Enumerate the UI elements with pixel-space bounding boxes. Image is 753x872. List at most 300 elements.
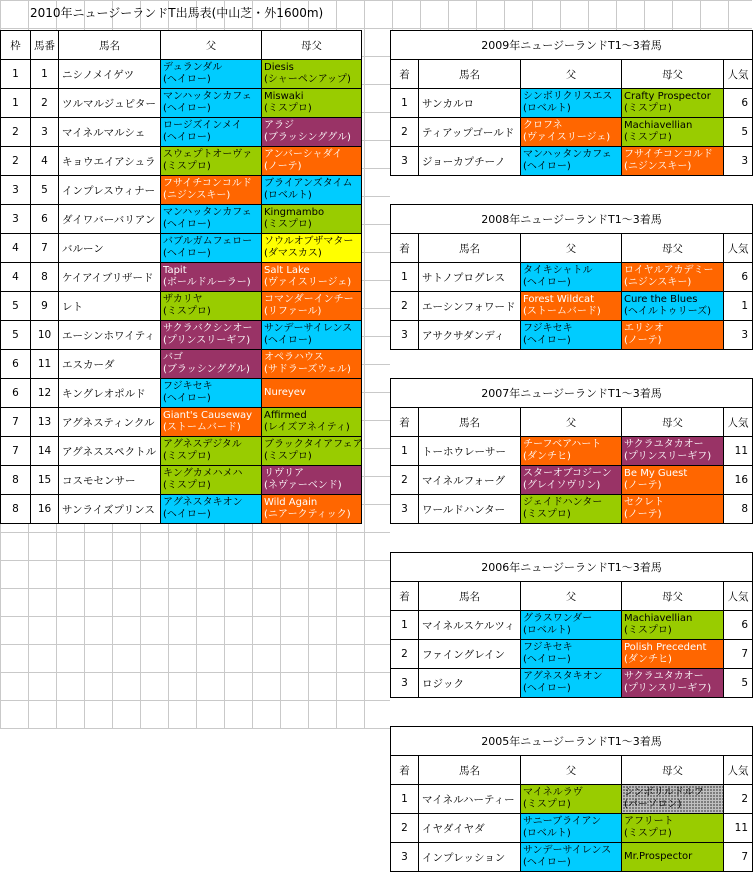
broodmare-sire-cell[interactable] (262, 466, 362, 495)
broodmare-sire-cell[interactable] (262, 263, 362, 292)
broodmare-sire-cell-lineage: (ノーテ) (624, 335, 662, 346)
broodmare-sire-cell-lineage: (ブラッシンググル) (264, 132, 351, 143)
result-row (391, 785, 753, 814)
broodmare-sire-cell-name: Crafty Prospector (624, 91, 711, 102)
waku-cell[interactable]: 4 (1, 263, 31, 292)
sire-cell-lineage: (ミスプロ) (163, 451, 211, 462)
section-header-row (391, 60, 753, 89)
horse-name-cell[interactable]: ファイングレイン (419, 640, 521, 669)
broodmare-sire-cell[interactable] (622, 292, 724, 321)
result-row (391, 437, 753, 466)
broodmare-sire-cell[interactable] (622, 785, 724, 814)
header-cell[interactable]: 母父 (622, 234, 724, 263)
sire-cell-name: マンハッタンカフェ (523, 149, 612, 160)
entry-row (1, 408, 362, 437)
spacer-row (391, 350, 753, 379)
sire-cell-lineage: (グレイソヴリン) (523, 480, 601, 491)
broodmare-sire-cell-name: Wild Again (264, 497, 318, 508)
popularity-cell[interactable]: 5 (724, 669, 753, 698)
broodmare-sire-cell[interactable] (262, 408, 362, 437)
broodmare-sire-cell-name: Machiavellian (624, 613, 693, 624)
finish-position-cell[interactable]: 3 (391, 669, 419, 698)
result-row (391, 611, 753, 640)
broodmare-sire-cell[interactable] (262, 292, 362, 321)
finish-position-cell[interactable]: 3 (391, 147, 419, 176)
horse-name-cell[interactable]: バルーン (59, 234, 161, 263)
header-cell[interactable]: 母父 (262, 31, 362, 60)
header-cell[interactable]: 馬名 (419, 60, 521, 89)
entry-row (1, 437, 362, 466)
finish-position-cell[interactable]: 3 (391, 843, 419, 872)
section-title[interactable]: 2009年ニュージーランドT1～3着馬 (391, 31, 753, 60)
sire-cell-lineage: (ヘイロー) (163, 219, 211, 230)
sire-cell[interactable] (521, 669, 622, 698)
sire-cell-name: グラスワンダー (523, 613, 593, 624)
broodmare-sire-cell-name: アフリート (624, 816, 674, 827)
spacer-row (391, 698, 753, 727)
sire-cell-name: サクラバクシンオー (163, 323, 253, 334)
popularity-cell[interactable]: 6 (724, 263, 753, 292)
broodmare-sire-cell-name: セクレト (624, 497, 664, 508)
popularity-cell[interactable]: 7 (724, 843, 753, 872)
waku-cell[interactable]: 6 (1, 350, 31, 379)
past-results-table (390, 30, 753, 872)
horse-name-cell[interactable]: ジョーカプチーノ (419, 147, 521, 176)
entry-row (1, 60, 362, 89)
broodmare-sire-cell-lineage: (パーソロン) (624, 799, 682, 810)
finish-position-cell[interactable]: 1 (391, 611, 419, 640)
sire-cell-name: フジキセキ (523, 323, 573, 334)
result-row (391, 843, 753, 872)
broodmare-sire-cell[interactable] (262, 437, 362, 466)
header-cell[interactable]: 人気 (724, 408, 753, 437)
popularity-cell[interactable]: 5 (724, 118, 753, 147)
broodmare-sire-cell[interactable] (622, 611, 724, 640)
horse-name-cell[interactable]: イヤダイヤダ (419, 814, 521, 843)
sire-cell-lineage: (ヘイロー) (163, 132, 211, 143)
horse-name-cell[interactable]: キングレオポルド (59, 379, 161, 408)
horse-name-cell[interactable]: サンカルロ (419, 89, 521, 118)
header-cell[interactable]: 父 (521, 408, 622, 437)
horse-number-cell[interactable]: 5 (31, 176, 59, 205)
finish-position-cell[interactable]: 3 (391, 321, 419, 350)
sire-cell[interactable] (521, 611, 622, 640)
header-cell[interactable]: 着 (391, 60, 419, 89)
finish-position-cell[interactable]: 2 (391, 118, 419, 147)
horse-number-cell[interactable]: 4 (31, 147, 59, 176)
broodmare-sire-cell[interactable] (262, 234, 362, 263)
header-cell[interactable]: 馬名 (419, 582, 521, 611)
waku-cell[interactable]: 3 (1, 176, 31, 205)
entry-row (1, 379, 362, 408)
horse-number-cell[interactable]: 12 (31, 379, 59, 408)
waku-cell[interactable]: 8 (1, 466, 31, 495)
section-title[interactable]: 2008年ニュージーランドT1～3着馬 (391, 205, 753, 234)
waku-cell[interactable]: 1 (1, 89, 31, 118)
header-cell[interactable]: 枠 (1, 31, 31, 60)
sire-cell[interactable] (161, 263, 262, 292)
header-cell[interactable]: 人気 (724, 60, 753, 89)
sire-cell[interactable] (161, 495, 262, 524)
sire-cell[interactable] (161, 89, 262, 118)
sire-cell-lineage: (ストームバード) (163, 422, 241, 433)
broodmare-sire-cell[interactable] (622, 263, 724, 292)
broodmare-sire-cell-name: フサイチコンコルド (624, 149, 713, 160)
horse-name-cell[interactable]: マイネルマルシェ (59, 118, 161, 147)
result-row (391, 89, 753, 118)
horse-number-cell[interactable]: 15 (31, 466, 59, 495)
sire-cell[interactable] (161, 234, 262, 263)
popularity-cell[interactable]: 6 (724, 611, 753, 640)
sire-cell-name: バブルガムフェロー (163, 236, 253, 247)
broodmare-sire-cell-name: コマンダーインチー (264, 294, 354, 305)
horse-name-cell[interactable]: トーホウレーサー (419, 437, 521, 466)
section-header-row (391, 408, 753, 437)
broodmare-sire-cell-lineage: (ニアークティック) (264, 509, 351, 520)
horse-number-cell[interactable]: 11 (31, 350, 59, 379)
broodmare-sire-cell[interactable] (262, 495, 362, 524)
section-title[interactable]: 2006年ニュージーランドT1～3着馬 (391, 553, 753, 582)
waku-cell[interactable]: 5 (1, 321, 31, 350)
sire-cell-name: フジキセキ (523, 642, 573, 653)
finish-position-cell[interactable]: 1 (391, 437, 419, 466)
broodmare-sire-cell[interactable] (262, 176, 362, 205)
entry-table (0, 30, 362, 524)
sire-cell[interactable] (161, 60, 262, 89)
result-row (391, 640, 753, 669)
horse-number-cell[interactable]: 10 (31, 321, 59, 350)
horse-number-cell[interactable]: 14 (31, 437, 59, 466)
sire-cell[interactable] (161, 350, 262, 379)
horse-number-cell[interactable]: 9 (31, 292, 59, 321)
broodmare-sire-cell[interactable] (262, 118, 362, 147)
broodmare-sire-cell-lineage: (ミスプロ) (264, 103, 312, 114)
entry-row (1, 147, 362, 176)
broodmare-sire-cell-lineage: (リファール) (264, 306, 322, 317)
section-title[interactable]: 2007年ニュージーランドT1～3着馬 (391, 379, 753, 408)
horse-name-cell[interactable]: ティアップゴールド (419, 118, 521, 147)
broodmare-sire-cell[interactable] (622, 466, 724, 495)
waku-cell[interactable]: 2 (1, 118, 31, 147)
waku-cell[interactable]: 4 (1, 234, 31, 263)
horse-number-cell[interactable]: 13 (31, 408, 59, 437)
broodmare-sire-cell[interactable] (262, 89, 362, 118)
sire-cell-lineage: (ダンチヒ) (523, 451, 571, 462)
header-cell[interactable]: 人気 (724, 234, 753, 263)
broodmare-sire-cell[interactable] (622, 640, 724, 669)
popularity-cell[interactable]: 1 (724, 292, 753, 321)
sire-cell[interactable] (521, 263, 622, 292)
waku-cell[interactable]: 6 (1, 379, 31, 408)
broodmare-sire-cell[interactable] (622, 495, 724, 524)
popularity-cell[interactable]: 11 (724, 437, 753, 466)
broodmare-sire-cell[interactable] (262, 321, 362, 350)
broodmare-sire-cell-name: サクラユタカオー (624, 439, 704, 450)
broodmare-sire-cell[interactable] (622, 437, 724, 466)
sire-cell[interactable] (521, 89, 622, 118)
horse-name-cell[interactable]: マイネルハーティー (419, 785, 521, 814)
header-cell[interactable]: 着 (391, 582, 419, 611)
spacer-row (391, 176, 753, 205)
finish-position-cell[interactable]: 3 (391, 495, 419, 524)
broodmare-sire-cell-lineage: (ダンチヒ) (624, 654, 672, 665)
broodmare-sire-cell[interactable] (622, 814, 724, 843)
broodmare-sire-cell-name: ロイヤルアカデミー (624, 265, 714, 276)
section-header-row (391, 234, 753, 263)
horse-name-cell[interactable]: レト (59, 292, 161, 321)
horse-name-cell[interactable]: ワールドハンター (419, 495, 521, 524)
waku-cell[interactable]: 7 (1, 437, 31, 466)
horse-name-cell[interactable]: インプレッション (419, 843, 521, 872)
result-row (391, 292, 753, 321)
header-cell[interactable]: 母父 (622, 582, 724, 611)
broodmare-sire-cell[interactable] (622, 118, 724, 147)
sire-cell-name: シンボリクリスエス (523, 91, 613, 102)
sire-cell[interactable] (161, 408, 262, 437)
sire-cell-name: アグネスタキオン (523, 671, 603, 682)
sire-cell[interactable] (521, 321, 622, 350)
popularity-cell[interactable]: 7 (724, 640, 753, 669)
sire-cell[interactable] (161, 147, 262, 176)
header-cell[interactable]: 馬番 (31, 31, 59, 60)
popularity-cell[interactable]: 3 (724, 147, 753, 176)
broodmare-sire-cell[interactable] (622, 147, 724, 176)
sire-cell-name: アグネスタキオン (163, 497, 243, 508)
horse-number-cell[interactable]: 16 (31, 495, 59, 524)
waku-cell[interactable]: 8 (1, 495, 31, 524)
horse-name-cell[interactable]: ツルマルジュピター (59, 89, 161, 118)
sire-cell-name: フサイチコンコルド (163, 178, 252, 189)
section-title-row (391, 31, 753, 60)
sire-cell-lineage: (ヘイロー) (163, 248, 211, 259)
broodmare-sire-cell-lineage: (プリンスリーギフ) (624, 683, 712, 694)
entry-row (1, 118, 362, 147)
sire-cell-lineage: (ストームバード) (523, 306, 601, 317)
sire-cell[interactable] (521, 466, 622, 495)
header-cell[interactable]: 父 (521, 756, 622, 785)
sire-cell-lineage: (ミスプロ) (523, 509, 571, 520)
horse-name-cell[interactable]: エスカーダ (59, 350, 161, 379)
header-cell[interactable]: 母父 (622, 756, 724, 785)
sire-cell-name: サニーブライアン (523, 816, 602, 827)
broodmare-sire-cell-name: Mr.Prospector (624, 851, 693, 862)
broodmare-sire-cell[interactable] (622, 669, 724, 698)
sire-cell-lineage: (プリンスリーギフ) (163, 335, 251, 346)
sire-cell-lineage: (ヘイロー) (523, 683, 571, 694)
broodmare-sire-cell-lineage: (ミスプロ) (624, 828, 672, 839)
popularity-cell[interactable]: 16 (724, 466, 753, 495)
entry-row (1, 466, 362, 495)
horse-number-cell[interactable]: 1 (31, 60, 59, 89)
horse-number-cell[interactable]: 7 (31, 234, 59, 263)
header-cell[interactable]: 着 (391, 756, 419, 785)
broodmare-sire-cell-lineage: (プリンスリーギフ) (624, 451, 712, 462)
popularity-cell[interactable]: 8 (724, 495, 753, 524)
waku-cell[interactable]: 3 (1, 205, 31, 234)
horse-name-cell[interactable]: エーシンフォワード (419, 292, 521, 321)
sire-cell[interactable] (161, 176, 262, 205)
broodmare-sire-cell[interactable] (622, 321, 724, 350)
broodmare-sire-cell-name: サンデーサイレンス (264, 323, 353, 334)
entry-row (1, 205, 362, 234)
header-cell[interactable]: 父 (161, 31, 262, 60)
sire-cell-lineage: (ヘイロー) (163, 74, 211, 85)
header-cell[interactable]: 人気 (724, 582, 753, 611)
broodmare-sire-cell[interactable] (622, 89, 724, 118)
sire-cell[interactable] (521, 437, 622, 466)
section-title-row (391, 727, 753, 756)
header-cell[interactable]: 馬名 (59, 31, 161, 60)
horse-name-cell[interactable]: サンライズプリンス (59, 495, 161, 524)
broodmare-sire-cell-name: Miswaki (264, 91, 304, 102)
horse-name-cell[interactable]: ロジック (419, 669, 521, 698)
sire-cell-lineage: (ミスプロ) (523, 799, 571, 810)
sire-cell-lineage: (ヘイロー) (523, 277, 571, 288)
result-row (391, 118, 753, 147)
horse-number-cell[interactable]: 2 (31, 89, 59, 118)
entry-row (1, 176, 362, 205)
sire-cell-lineage: (ニジンスキー) (163, 190, 231, 201)
broodmare-sire-cell[interactable] (262, 60, 362, 89)
broodmare-sire-cell[interactable] (262, 205, 362, 234)
sire-cell[interactable] (161, 321, 262, 350)
broodmare-sire-cell-name: Polish Precedent (624, 642, 707, 653)
entry-row (1, 292, 362, 321)
header-cell[interactable]: 馬名 (419, 408, 521, 437)
broodmare-sire-cell[interactable] (262, 350, 362, 379)
sheet-title: 2010年ニュージーランドT出馬表(中山芝・外1600m) (30, 6, 324, 20)
sire-cell-lineage: (ボールドルーラー) (163, 277, 251, 288)
sire-cell[interactable] (161, 379, 262, 408)
waku-cell[interactable]: 5 (1, 292, 31, 321)
broodmare-sire-cell-lineage: (ノーテ) (264, 161, 302, 172)
sire-cell[interactable] (521, 292, 622, 321)
popularity-cell[interactable]: 6 (724, 89, 753, 118)
waku-cell[interactable]: 2 (1, 147, 31, 176)
broodmare-sire-cell[interactable] (622, 843, 724, 872)
waku-cell[interactable]: 7 (1, 408, 31, 437)
broodmare-sire-cell-lineage: (ヘイルトゥリーズ) (624, 306, 712, 317)
finish-position-cell[interactable]: 1 (391, 89, 419, 118)
horse-name-cell[interactable]: ダイワバーバリアン (59, 205, 161, 234)
header-cell[interactable]: 馬名 (419, 234, 521, 263)
sire-cell-name: バゴ (163, 352, 183, 363)
sire-cell-name: チーフベアハート (523, 439, 602, 450)
horse-number-cell[interactable]: 3 (31, 118, 59, 147)
header-cell[interactable]: 母父 (622, 408, 724, 437)
spacer-cell (391, 350, 753, 379)
sire-cell-name: スウェプトオーヴァ (163, 149, 253, 160)
finish-position-cell[interactable]: 2 (391, 640, 419, 669)
horse-name-cell[interactable]: マイネルフォーグ (419, 466, 521, 495)
broodmare-sire-cell-name: Kingmambo (264, 207, 325, 218)
entry-row (1, 350, 362, 379)
broodmare-sire-cell-lineage: (ロベルト) (264, 190, 312, 201)
sire-cell[interactable] (521, 495, 622, 524)
section-header-row (391, 756, 753, 785)
section-title[interactable]: 2005年ニュージーランドT1～3着馬 (391, 727, 753, 756)
sire-cell[interactable] (521, 147, 622, 176)
broodmare-sire-cell-name: サクラユタカオー (624, 671, 704, 682)
result-row (391, 466, 753, 495)
popularity-cell[interactable]: 2 (724, 785, 753, 814)
sire-cell-name: タイキシャトル (523, 265, 593, 276)
sire-cell-lineage: (ロベルト) (523, 103, 571, 114)
horse-name-cell[interactable]: インプレスウィナー (59, 176, 161, 205)
sire-cell[interactable] (161, 437, 262, 466)
horse-number-cell[interactable]: 6 (31, 205, 59, 234)
broodmare-sire-cell-lineage: (ニジンスキー) (624, 161, 692, 172)
finish-position-cell[interactable]: 2 (391, 292, 419, 321)
horse-name-cell[interactable]: マイネルスケルツィ (419, 611, 521, 640)
header-cell[interactable]: 着 (391, 408, 419, 437)
header-cell[interactable]: 父 (521, 60, 622, 89)
header-cell[interactable]: 父 (521, 234, 622, 263)
broodmare-sire-cell-name: オペラハウス (264, 352, 324, 363)
section-title-row (391, 205, 753, 234)
entry-row (1, 89, 362, 118)
sire-cell[interactable] (521, 814, 622, 843)
finish-position-cell[interactable]: 1 (391, 785, 419, 814)
finish-position-cell[interactable]: 1 (391, 263, 419, 292)
horse-name-cell[interactable]: コスモセンサー (59, 466, 161, 495)
finish-position-cell[interactable]: 2 (391, 466, 419, 495)
horse-name-cell[interactable]: キョウエイアシュラ (59, 147, 161, 176)
horse-name-cell[interactable]: サトノプログレス (419, 263, 521, 292)
horse-number-cell[interactable]: 8 (31, 263, 59, 292)
header-cell[interactable]: 母父 (622, 60, 724, 89)
popularity-cell[interactable]: 3 (724, 321, 753, 350)
broodmare-sire-cell-lineage: (ノーテ) (624, 509, 662, 520)
horse-name-cell[interactable]: ケイアイブリザード (59, 263, 161, 292)
header-cell[interactable]: 着 (391, 234, 419, 263)
horse-name-cell[interactable]: アグネススペクトル (59, 437, 161, 466)
broodmare-sire-cell-lineage: (ノーテ) (624, 480, 662, 491)
waku-cell[interactable]: 1 (1, 60, 31, 89)
sire-cell-name: Giant's Causeway (163, 410, 253, 421)
finish-position-cell[interactable]: 2 (391, 814, 419, 843)
horse-name-cell[interactable]: アグネスティンクル (59, 408, 161, 437)
sire-cell[interactable] (521, 785, 622, 814)
sire-cell[interactable] (161, 118, 262, 147)
broodmare-sire-cell-lineage: (サドラーズウェル) (264, 364, 351, 375)
broodmare-sire-cell[interactable] (262, 147, 362, 176)
header-cell[interactable]: 父 (521, 582, 622, 611)
broodmare-sire-cell[interactable] (262, 379, 362, 408)
sire-cell[interactable] (161, 466, 262, 495)
broodmare-sire-cell-lineage: (ヴァイスリージェ) (264, 277, 352, 288)
sire-cell[interactable] (521, 118, 622, 147)
horse-name-cell[interactable]: ニシノメイゲツ (59, 60, 161, 89)
header-cell[interactable]: 人気 (724, 756, 753, 785)
result-row (391, 321, 753, 350)
broodmare-sire-cell-name: ブライアンズタイム (264, 178, 353, 189)
entry-row (1, 495, 362, 524)
broodmare-sire-cell-name: エリシオ (624, 323, 664, 334)
broodmare-sire-cell-lineage: (ミスプロ) (264, 219, 312, 230)
result-row (391, 669, 753, 698)
header-cell[interactable]: 馬名 (419, 756, 521, 785)
sire-cell[interactable] (521, 843, 622, 872)
horse-name-cell[interactable]: アサクサダンディ (419, 321, 521, 350)
sire-cell[interactable] (161, 292, 262, 321)
result-row (391, 263, 753, 292)
sire-cell[interactable] (161, 205, 262, 234)
popularity-cell[interactable]: 11 (724, 814, 753, 843)
sire-cell[interactable] (521, 640, 622, 669)
horse-name-cell[interactable]: エーシンホワイティ (59, 321, 161, 350)
sire-cell-lineage: (ミスプロ) (163, 306, 211, 317)
